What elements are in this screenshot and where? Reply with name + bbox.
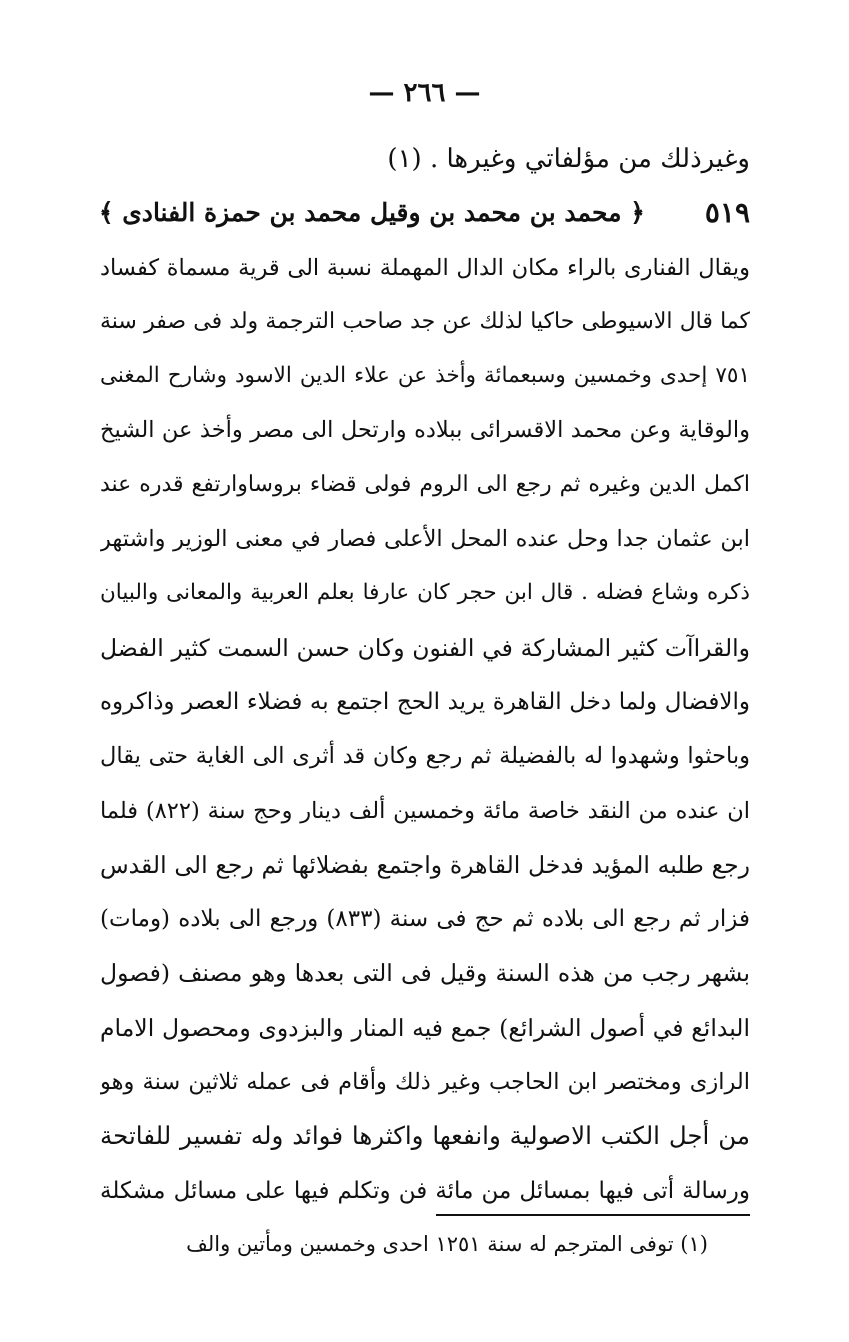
body-line: من أجل الكتب الاصولية وانفعها واكثرها فوائد وله تفسير للفاتحة: [100, 1121, 750, 1151]
body-line: اكمل الدين وغيره ثم رجع الى الروم فولى قضاء بروساوارتفع قدره عند: [100, 471, 750, 497]
footnote-divider: [436, 1214, 750, 1216]
body-line: وباحثوا وشهدوا له بالفضيلة ثم رجع وكان قد أثرى الى الغاية حتى يقال: [100, 743, 750, 770]
page-body: [100, 132, 750, 1218]
body-line: بشهر رجب من هذه السنة وقيل فى التى بعدها وهو مصنف (فصول: [100, 959, 750, 988]
body-line: ان عنده من النقد خاصة مائة وخمسين ألف دينار وحج سنة (٨٢٢) فلما: [100, 797, 750, 824]
entry-heading: [100, 186, 750, 240]
body-line: الرازى ومختصر ابن الحاجب وغير ذلك وأقام فى عمله ثلاثين سنة وهو: [100, 1069, 750, 1096]
body-line: ابن عثمان جدا وحل عنده المحل الأعلى فصار في معنى الوزير واشتهر: [100, 526, 750, 553]
body-line: ويقال الفنارى بالراء مكان الدال المهملة نسبة الى قرية مسماة كفساد: [100, 254, 750, 281]
body-line: فزار ثم رجع الى بلاده ثم حج فى سنة (٨٣٣) ورجع الى بلاده (ومات): [100, 906, 750, 933]
intro-line: وغيرذلك من مؤلفاتي وغيرها . (١): [387, 144, 750, 174]
body-line: ٧٥١ إحدى وخمسين وسبعمائة وأخذ عن علاء الدين الاسود وشارح المغنى: [100, 363, 750, 389]
entry-title: ﴿ محمد بن محمد بن وقيل محمد بن حمزة الفنادى ﴾: [98, 198, 645, 228]
body-line: والوقاية وعن محمد الاقسرائى ببلاده وارتحل الى مصر وأخذ عن الشيخ: [100, 417, 750, 444]
body-line: ذكره وشاع فضله . قال ابن حجر كان عارفا بعلم العربية والمعانى والبيان: [100, 580, 750, 606]
entry-number: ٥١٩: [704, 196, 750, 230]
body-line: البدائع في أصول الشرائع) جمع فيه المنار والبزدوى ومحصول الامام: [100, 1013, 750, 1042]
body-line: رجع طلبه المؤيد فدخل القاهرة واجتمع بفضلائها ثم رجع الى القدس: [100, 850, 750, 879]
body-line: والقراآت كثير المشاركة في الفنون وكان حسن السمت كثير الفضل: [100, 633, 750, 662]
body-line: كما قال الاسيوطى حاكيا لذلك عن جد صاحب الترجمة ولد فى صفر سنة: [100, 308, 750, 334]
page-number: — ٢٦٦ —: [368, 78, 481, 108]
body-line: والافضال ولما دخل القاهرة يريد الحج اجتمع به فضلاء العصر وذاكروه: [100, 688, 750, 715]
body-line: ورسالة أتى فيها بمسائل من مائة فن وتكلم فيها على مسائل مشكلة: [100, 1177, 750, 1204]
footnote: (١) توفى المترجم له سنة ١٢٥١ احدى وخمسين ومأتين والف: [186, 1232, 708, 1256]
